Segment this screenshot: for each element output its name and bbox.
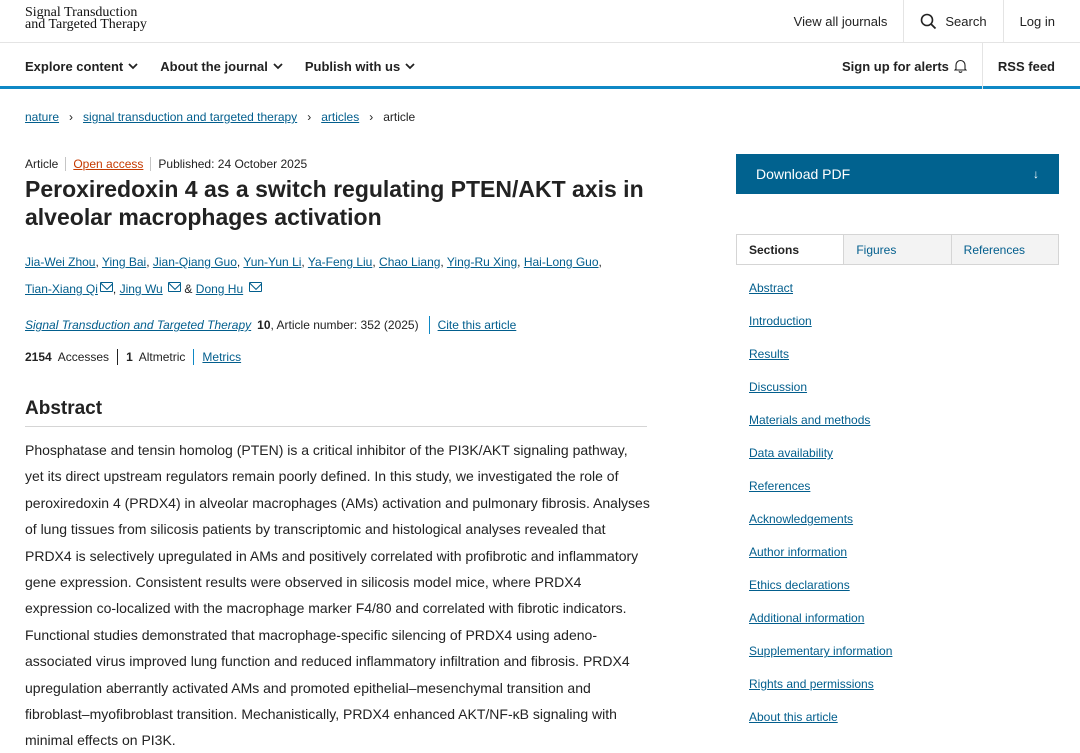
author-link[interactable]: Ying Bai: [101, 255, 147, 269]
altmetric-label: Altmetric: [138, 350, 186, 364]
cite-article-link[interactable]: Cite this article: [437, 318, 517, 332]
abstract-text: Phosphatase and tensin homolog (PTEN) is a critical inhibitor of the PI3K/AKT signaling pathway, yet its direct upstream regulators remain poorly defined. In this study, we investigated the role of peroxiredoxin 4 (PRDX4) in alveolar macrophages (AMs) activation and pulmonary fibrosis. Analyses of lung tissues from silicosis patients by transcriptomic and histological analyses revealed that PRDX4 is selectively upregulated in AMs and positively correlated with profibrotic and inflammatory gene expression. Consistent results were observed in silicosis model mice, where PRDX4 expression co-localized with the macrophage marker F4/80 and correlated with fibrotic indicators. Functional studies demonstrated that macrophage-specific silencing of PRDX4 using adeno-associated virus improved lung function and reduced inflammatory infiltration and fibrosis. PRDX4 upregulation aberrantly activated AMs and promoted epithelial–mesenchymal transition and fibroblast–myofibroblast transition. Mechanistically, PRDX4 enhanced AKT/NF-κB signaling with minimal effects on PI3K.: [25, 442, 650, 749]
author-link[interactable]: Ying-Ru Xing: [446, 255, 518, 269]
sidebar-tabs: [736, 234, 1059, 265]
sign-up-alerts-link[interactable]: [827, 43, 982, 89]
download-icon: ↓: [1033, 167, 1039, 181]
author-link[interactable]: Chao Liang: [379, 255, 441, 269]
section-link-methods[interactable]: Materials and methods: [749, 413, 871, 427]
section-link-rights[interactable]: Rights and permissions: [749, 677, 874, 691]
section-link-author-information[interactable]: Author information: [749, 545, 848, 559]
section-link-acknowledgements[interactable]: Acknowledgements: [749, 512, 854, 526]
logo-line-1: Signal Transduction: [25, 5, 138, 20]
author-ampersand: &: [184, 282, 193, 296]
author-link[interactable]: Ya-Feng Liu: [307, 255, 373, 269]
published-date: Published: 24 October 2025: [158, 157, 308, 171]
chevron-right-icon: ›: [69, 110, 74, 124]
divider: [65, 157, 66, 171]
divider: [150, 157, 151, 171]
journal-logo[interactable]: [25, 7, 147, 31]
article-number: , Article number: 352 (2025): [270, 318, 419, 332]
divider: [193, 349, 194, 365]
author-link[interactable]: Jia-Wei Zhou: [25, 255, 96, 269]
breadcrumb-journal[interactable]: signal transduction and targeted therapy: [83, 110, 298, 124]
rss-feed-link[interactable]: RSS feed: [982, 43, 1080, 89]
author-link[interactable]: Hai-Long Guo: [523, 255, 599, 269]
login-link[interactable]: Log in: [1003, 0, 1080, 42]
search-button[interactable]: [903, 0, 1002, 42]
citation-line: [25, 316, 516, 334]
section-link-abstract[interactable]: Abstract: [749, 281, 794, 295]
section-link-results[interactable]: Results: [749, 347, 790, 361]
section-link-discussion[interactable]: Discussion: [749, 380, 808, 394]
about-journal-label: About the journal: [160, 58, 268, 74]
tab-figures[interactable]: Figures: [843, 235, 950, 264]
email-icon[interactable]: [100, 282, 113, 292]
altmetric-count: 1: [126, 350, 133, 364]
about-journal-menu[interactable]: [160, 59, 283, 74]
metrics-link[interactable]: Metrics: [202, 350, 242, 364]
chevron-right-icon: ›: [307, 110, 312, 124]
author-link[interactable]: Tian-Xiang Qi: [25, 282, 98, 296]
main-nav: [0, 43, 1080, 89]
alerts-label: Sign up for alerts: [842, 58, 949, 74]
chevron-down-icon: [128, 63, 138, 70]
logo-line-2: and Targeted Therapy: [25, 17, 147, 32]
publish-with-us-menu[interactable]: [305, 59, 415, 74]
article-metrics: [25, 349, 241, 365]
download-pdf-button[interactable]: [736, 154, 1059, 194]
section-link-references[interactable]: References: [749, 479, 811, 493]
abstract-heading: Abstract: [25, 398, 647, 427]
journal-name-link[interactable]: Signal Transduction and Targeted Therapy: [25, 318, 252, 332]
top-bar: [0, 0, 1080, 43]
publish-with-us-label: Publish with us: [304, 58, 401, 74]
breadcrumb-current: article: [383, 110, 416, 124]
chevron-down-icon: [273, 63, 283, 70]
article-meta: [25, 157, 307, 171]
section-link-introduction[interactable]: Introduction: [749, 314, 812, 328]
breadcrumb: [25, 110, 415, 124]
divider: [429, 316, 430, 334]
breadcrumb-articles[interactable]: articles: [321, 110, 360, 124]
accesses-label: Accesses: [57, 350, 110, 364]
section-link-ethics[interactable]: Ethics declarations: [749, 578, 850, 592]
explore-content-label: Explore content: [25, 58, 124, 74]
bell-icon: [954, 59, 967, 73]
author-list: Jia-Wei Zhou, Ying Bai, Jian-Qiang Guo, Yun-Yun Li, Ya-Feng Liu, Chao Liang, Ying-Ru Xing, Hai-Long Guo, Tian-Xiang Qi , Jing Wu & Dong Hu: [25, 255, 602, 296]
article-type: Article: [25, 157, 59, 171]
section-link-additional-information[interactable]: Additional information: [749, 611, 865, 625]
author-link[interactable]: Jian-Qiang Guo: [152, 255, 237, 269]
breadcrumb-nature[interactable]: nature: [25, 110, 60, 124]
divider: [117, 349, 118, 365]
section-link-data-availability[interactable]: Data availability: [749, 446, 834, 460]
chevron-down-icon: [405, 63, 415, 70]
tab-references[interactable]: References: [951, 235, 1058, 264]
explore-content-menu[interactable]: [25, 59, 138, 74]
download-pdf-label: Download PDF: [756, 166, 851, 182]
section-link-about-article[interactable]: About this article: [749, 710, 838, 724]
chevron-right-icon: ›: [369, 110, 374, 124]
open-access-link[interactable]: Open access: [73, 157, 144, 171]
view-all-journals-link[interactable]: View all journals: [793, 13, 888, 29]
author-link[interactable]: Dong Hu: [195, 282, 244, 296]
section-link-supplementary[interactable]: Supplementary information: [749, 644, 893, 658]
author-link[interactable]: Jing Wu: [119, 282, 163, 296]
volume-number: 10: [257, 318, 271, 332]
email-icon[interactable]: [249, 282, 262, 292]
author-link[interactable]: Yun-Yun Li: [243, 255, 302, 269]
accesses-count: 2154: [25, 350, 52, 364]
search-label: Search: [945, 13, 987, 29]
email-icon[interactable]: [168, 282, 181, 292]
article-title: Peroxiredoxin 4 as a switch regulating PTEN/AKT axis in alveolar macrophages activation: [25, 176, 644, 230]
tab-sections[interactable]: Sections: [737, 235, 843, 264]
section-nav: [749, 280, 892, 742]
search-icon: [920, 13, 937, 30]
